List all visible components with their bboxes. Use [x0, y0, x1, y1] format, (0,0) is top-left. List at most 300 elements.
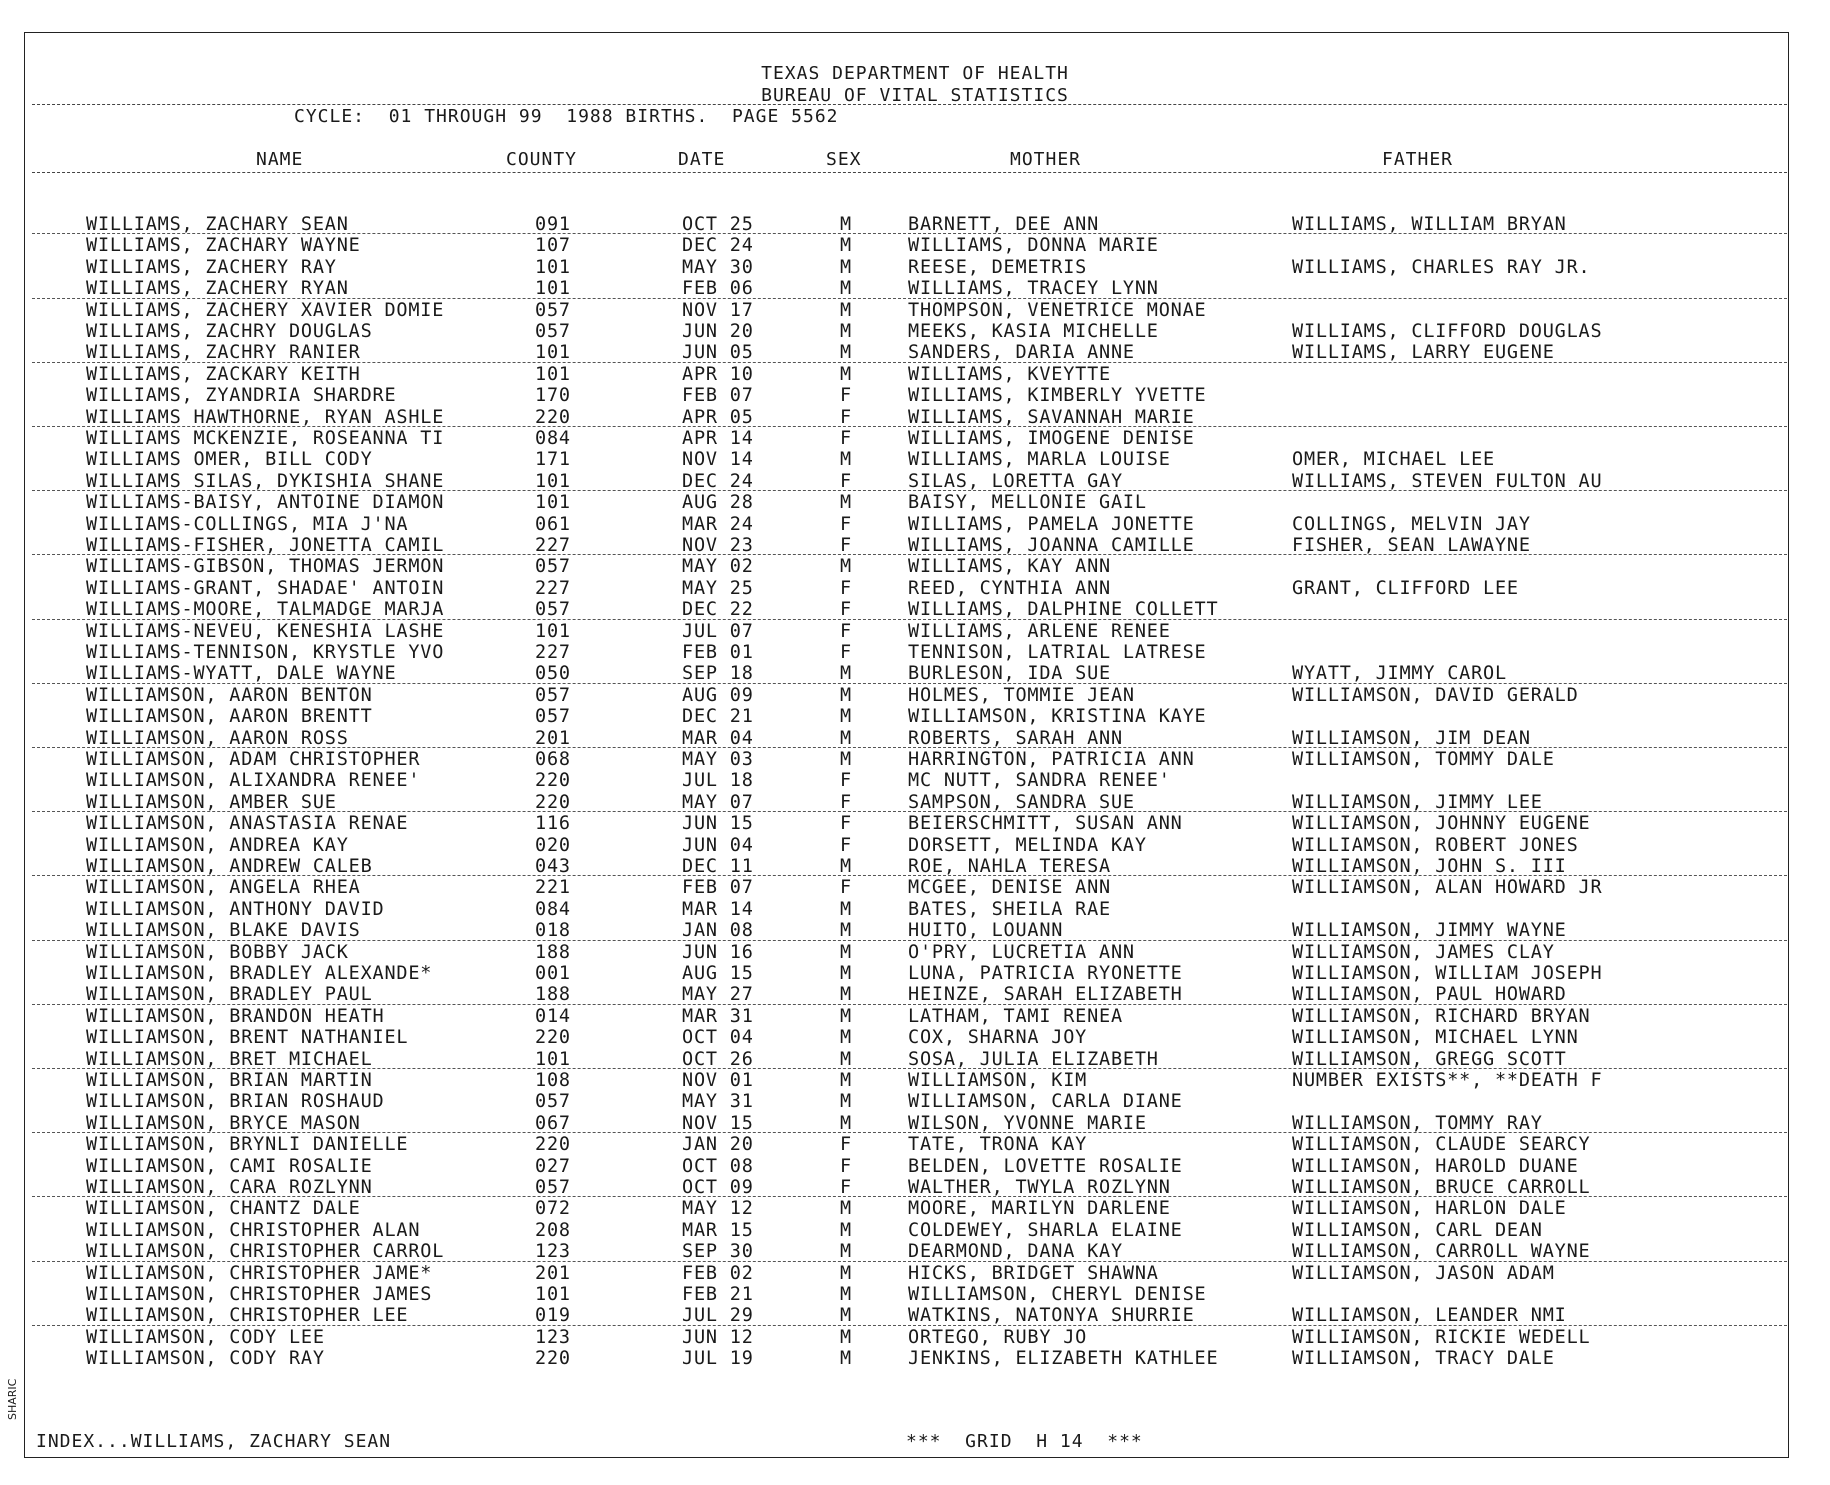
record-county: 057	[535, 299, 571, 321]
record-mother: DEARMOND, DANA KAY	[908, 1241, 1123, 1263]
record-mother: WILLIAMS, PAMELA JONETTE	[908, 513, 1195, 535]
record-row	[0, 257, 1830, 278]
record-name: WILLIAMSON, BRET MICHAEL	[86, 1048, 373, 1070]
record-date: FEB 01	[682, 642, 754, 663]
record-father: WILLIAMSON, GREGG SCOTT	[1292, 1048, 1567, 1070]
record-name: WILLIAMSON, ANGELA RHEA	[86, 877, 361, 899]
record-county: 227	[535, 535, 571, 556]
record-sex: M	[840, 1198, 852, 1220]
record-row	[0, 385, 1830, 406]
record-mother: WATKINS, NATONYA SHURRIE	[908, 1305, 1195, 1327]
record-date: SEP 18	[682, 663, 754, 685]
record-mother: WILLIAMS, MARLA LOUISE	[908, 449, 1171, 471]
record-father: WILLIAMSON, TOMMY DALE	[1292, 749, 1555, 770]
row-rule	[32, 490, 1787, 491]
department-title: TEXAS DEPARTMENT OF HEALTH	[761, 63, 1069, 84]
record-county: 057	[535, 599, 571, 621]
column-sex: SEX	[826, 149, 862, 170]
record-sex: M	[840, 856, 852, 877]
record-sex: M	[840, 984, 852, 1006]
record-father: COLLINGS, MELVIN JAY	[1292, 513, 1531, 535]
record-sex: M	[840, 1070, 852, 1091]
record-county: 020	[535, 834, 571, 856]
record-row	[0, 835, 1830, 856]
record-name: WILLIAMSON, ANTHONY DAVID	[86, 898, 385, 920]
record-sex: M	[840, 492, 852, 514]
record-sex: M	[840, 1005, 852, 1027]
record-name: WILLIAMS-TENNISON, KRYSTLE YVO	[86, 642, 445, 663]
record-county: 101	[535, 492, 571, 514]
record-row	[0, 984, 1830, 1005]
record-date: AUG 15	[682, 963, 754, 984]
record-father: WILLIAMSON, ALAN HOWARD JR	[1292, 877, 1603, 899]
record-sex: F	[840, 535, 852, 556]
record-father: WILLIAMSON, TOMMY RAY	[1292, 1112, 1543, 1134]
record-name: WILLIAMS-COLLINGS, MIA J'NA	[86, 513, 409, 535]
record-county: 201	[535, 727, 571, 749]
record-sex: M	[840, 963, 852, 984]
record-mother: HUITO, LOUANN	[908, 920, 1064, 942]
record-mother: BARNETT, DEE ANN	[908, 214, 1100, 235]
record-sex: M	[840, 556, 852, 578]
record-row	[0, 1241, 1830, 1262]
record-mother: WILLIAMS, KAY ANN	[908, 556, 1111, 578]
record-county: 220	[535, 1134, 571, 1156]
record-county: 057	[535, 1177, 571, 1198]
record-date: FEB 02	[682, 1262, 754, 1284]
record-date: JAN 08	[682, 920, 754, 942]
record-father: GRANT, CLIFFORD LEE	[1292, 577, 1519, 599]
record-row	[0, 407, 1830, 428]
record-father: OMER, MICHAEL LEE	[1292, 449, 1495, 471]
record-county: 101	[535, 256, 571, 278]
record-father: WILLIAMSON, JASON ADAM	[1292, 1262, 1555, 1284]
record-father: WILLIAMSON, CARROLL WAYNE	[1292, 1241, 1591, 1263]
record-mother: SANDERS, DARIA ANNE	[908, 342, 1135, 364]
record-row	[0, 621, 1830, 642]
record-sex: M	[840, 920, 852, 942]
record-date: NOV 23	[682, 535, 754, 556]
record-father: WILLIAMS, LARRY EUGENE	[1292, 342, 1555, 364]
record-sex: F	[840, 428, 852, 449]
column-date: DATE	[678, 149, 726, 170]
record-row	[0, 1049, 1830, 1070]
record-row	[0, 1220, 1830, 1241]
record-row	[0, 1284, 1830, 1305]
record-sex: M	[840, 1091, 852, 1113]
record-sex: M	[840, 299, 852, 321]
record-county: 220	[535, 791, 571, 813]
record-name: WILLIAMS, ZACHERY XAVIER DOMIE	[86, 299, 445, 321]
record-father: WILLIAMSON, WILLIAM JOSEPH	[1292, 963, 1603, 984]
row-rule	[32, 875, 1787, 876]
record-date: JUL 29	[682, 1305, 754, 1327]
record-county: 072	[535, 1198, 571, 1220]
record-row	[0, 514, 1830, 535]
record-row	[0, 214, 1830, 235]
record-sex: M	[840, 1262, 852, 1284]
row-rule	[32, 1261, 1787, 1262]
record-date: OCT 25	[682, 214, 754, 235]
record-name: WILLIAMSON, BRENT NATHANIEL	[86, 1027, 409, 1049]
record-sex: M	[840, 1027, 852, 1049]
record-mother: WILLIAMS, IMOGENE DENISE	[908, 428, 1195, 449]
record-row	[0, 663, 1830, 684]
record-date: MAY 07	[682, 791, 754, 813]
record-mother: LATHAM, TAMI RENEA	[908, 1005, 1123, 1027]
record-name: WILLIAMSON, BRIAN MARTIN	[86, 1070, 373, 1091]
record-county: 170	[535, 385, 571, 407]
record-sex: M	[840, 684, 852, 706]
record-mother: DORSETT, MELINDA KAY	[908, 834, 1147, 856]
record-date: DEC 24	[682, 470, 754, 492]
record-row	[0, 1305, 1830, 1326]
record-row	[0, 1006, 1830, 1027]
record-county: 050	[535, 663, 571, 685]
row-rule	[32, 1004, 1787, 1005]
record-father: WILLIAMSON, HARLON DALE	[1292, 1198, 1567, 1220]
record-name: WILLIAMS, ZACHRY RANIER	[86, 342, 361, 364]
record-mother: WILLIAMSON, CARLA DIANE	[908, 1091, 1183, 1113]
record-sex: M	[840, 706, 852, 728]
record-county: 108	[535, 1070, 571, 1091]
record-mother: REESE, DEMETRIS	[908, 256, 1088, 278]
record-name: WILLIAMSON, ADAM CHRISTOPHER	[86, 749, 421, 770]
record-county: 101	[535, 363, 571, 385]
record-sex: F	[840, 834, 852, 856]
record-row	[0, 492, 1830, 513]
record-date: JAN 20	[682, 1134, 754, 1156]
record-father: WILLIAMS, CHARLES RAY JR.	[1292, 256, 1591, 278]
column-name: NAME	[256, 149, 304, 170]
record-father: WILLIAMSON, JIMMY LEE	[1292, 791, 1543, 813]
row-rule	[32, 362, 1787, 363]
record-name: WILLIAMS, ZYANDRIA SHARDRE	[86, 385, 397, 407]
record-mother: TATE, TRONA KAY	[908, 1134, 1088, 1156]
record-row	[0, 792, 1830, 813]
record-county: 084	[535, 898, 571, 920]
record-mother: WILLIAMSON, KIM	[908, 1070, 1088, 1091]
record-date: JUL 07	[682, 620, 754, 642]
record-name: WILLIAMS MCKENZIE, ROSEANNA TI	[86, 428, 445, 449]
record-name: WILLIAMS, ZACHARY WAYNE	[86, 235, 361, 257]
record-county: 220	[535, 1027, 571, 1049]
record-sex: M	[840, 898, 852, 920]
record-mother: REED, CYNTHIA ANN	[908, 577, 1111, 599]
record-name: WILLIAMS, ZACKARY KEITH	[86, 363, 361, 385]
row-rule	[32, 298, 1787, 299]
record-father: WILLIAMSON, PAUL HOWARD	[1292, 984, 1567, 1006]
record-row	[0, 920, 1830, 941]
record-father: WILLIAMSON, JIMMY WAYNE	[1292, 920, 1567, 942]
record-date: NOV 14	[682, 449, 754, 471]
record-date: JUN 16	[682, 941, 754, 963]
record-mother: WALTHER, TWYLA ROZLYNN	[908, 1177, 1171, 1198]
record-row	[0, 877, 1830, 898]
record-father: WILLIAMSON, MICHAEL LYNN	[1292, 1027, 1579, 1049]
record-row	[0, 278, 1830, 299]
record-county: 057	[535, 321, 571, 342]
record-mother: SAMPSON, SANDRA SUE	[908, 791, 1135, 813]
column-rule	[32, 172, 1787, 173]
record-sex: M	[840, 663, 852, 685]
record-date: MAY 30	[682, 256, 754, 278]
record-sex: F	[840, 877, 852, 899]
record-mother: WILLIAMSON, CHERYL DENISE	[908, 1284, 1207, 1305]
record-father: WYATT, JIMMY CAROL	[1292, 663, 1507, 685]
record-name: WILLIAMS, ZACHERY RYAN	[86, 278, 349, 300]
record-name: WILLIAMSON, BRADLEY PAUL	[86, 984, 373, 1006]
record-father: FISHER, SEAN LAWAYNE	[1292, 535, 1531, 556]
record-row	[0, 813, 1830, 834]
record-name: WILLIAMSON, CHRISTOPHER ALAN	[86, 1219, 421, 1241]
record-mother: BELDEN, LOVETTE ROSALIE	[908, 1155, 1183, 1177]
record-date: FEB 07	[682, 385, 754, 407]
column-father: FATHER	[1382, 149, 1454, 170]
record-row	[0, 321, 1830, 342]
record-mother: BURLESON, IDA SUE	[908, 663, 1111, 685]
record-county: 101	[535, 1284, 571, 1305]
record-father: WILLIAMS, WILLIAM BRYAN	[1292, 214, 1567, 235]
record-mother: BATES, SHEILA RAE	[908, 898, 1111, 920]
bureau-title: BUREAU OF VITAL STATISTICS	[761, 85, 1069, 106]
record-sex: F	[840, 406, 852, 428]
record-date: NOV 01	[682, 1070, 754, 1091]
record-date: SEP 30	[682, 1241, 754, 1263]
record-name: WILLIAMSON, AMBER SUE	[86, 791, 337, 813]
record-row	[0, 1113, 1830, 1134]
record-father: WILLIAMSON, TRACY DALE	[1292, 1348, 1555, 1370]
record-name: WILLIAMSON, CODY RAY	[86, 1348, 325, 1370]
record-sex: M	[840, 749, 852, 770]
record-mother: ROE, NAHLA TERESA	[908, 856, 1111, 877]
record-county: 057	[535, 684, 571, 706]
record-sex: M	[840, 941, 852, 963]
record-mother: LUNA, PATRICIA RYONETTE	[908, 963, 1183, 984]
record-sex: M	[840, 1241, 852, 1263]
record-county: 107	[535, 235, 571, 257]
record-name: WILLIAMS-FISHER, JONETTA CAMIL	[86, 535, 445, 556]
record-date: FEB 21	[682, 1284, 754, 1305]
record-name: WILLIAMS, ZACHARY SEAN	[86, 214, 349, 235]
record-county: 019	[535, 1305, 571, 1327]
record-father: WILLIAMSON, RICHARD BRYAN	[1292, 1005, 1591, 1027]
record-sex: F	[840, 1177, 852, 1198]
record-date: MAY 25	[682, 577, 754, 599]
record-name: WILLIAMSON, BLAKE DAVIS	[86, 920, 361, 942]
record-sex: F	[840, 577, 852, 599]
record-sex: M	[840, 321, 852, 342]
record-name: WILLIAMS SILAS, DYKISHIA SHANE	[86, 470, 445, 492]
record-name: WILLIAMSON, CARA ROZLYNN	[86, 1177, 373, 1198]
record-sex: F	[840, 770, 852, 792]
record-mother: WILSON, YVONNE MARIE	[908, 1112, 1147, 1134]
record-date: JUN 04	[682, 834, 754, 856]
record-sex: M	[840, 1219, 852, 1241]
record-row	[0, 1070, 1830, 1091]
record-mother: WILLIAMSON, KRISTINA KAYE	[908, 706, 1207, 728]
record-mother: WILLIAMS, DONNA MARIE	[908, 235, 1159, 257]
record-county: 220	[535, 1348, 571, 1370]
record-date: MAR 24	[682, 513, 754, 535]
record-county: 227	[535, 642, 571, 663]
record-row	[0, 1198, 1830, 1219]
record-mother: HARRINGTON, PATRICIA ANN	[908, 749, 1195, 770]
record-sex: F	[840, 642, 852, 663]
record-row	[0, 1134, 1830, 1155]
record-row	[0, 556, 1830, 577]
record-date: MAY 12	[682, 1198, 754, 1220]
row-rule	[32, 1325, 1787, 1326]
record-date: NOV 17	[682, 299, 754, 321]
record-county: 027	[535, 1155, 571, 1177]
record-mother: ORTEGO, RUBY JO	[908, 1326, 1088, 1348]
record-sex: F	[840, 791, 852, 813]
record-row	[0, 942, 1830, 963]
record-father: WILLIAMS, CLIFFORD DOUGLAS	[1292, 321, 1603, 342]
record-county: 014	[535, 1005, 571, 1027]
record-mother: SOSA, JULIA ELIZABETH	[908, 1048, 1159, 1070]
record-county: 061	[535, 513, 571, 535]
record-sex: M	[840, 727, 852, 749]
record-name: WILLIAMSON, BRADLEY ALEXANDE*	[86, 963, 433, 984]
record-father: WILLIAMSON, DAVID GERALD	[1292, 684, 1579, 706]
record-county: 221	[535, 877, 571, 899]
record-name: WILLIAMS-GIBSON, THOMAS JERMON	[86, 556, 445, 578]
record-county: 101	[535, 342, 571, 364]
record-date: JUL 18	[682, 770, 754, 792]
record-mother: WILLIAMS, KIMBERLY YVETTE	[908, 385, 1207, 407]
record-mother: WILLIAMS, TRACEY LYNN	[908, 278, 1159, 300]
record-county: 067	[535, 1112, 571, 1134]
record-father: WILLIAMSON, BRUCE CARROLL	[1292, 1177, 1591, 1198]
record-county: 171	[535, 449, 571, 471]
record-name: WILLIAMS-NEVEU, KENESHIA LASHE	[86, 620, 445, 642]
record-date: MAR 04	[682, 727, 754, 749]
record-date: OCT 26	[682, 1048, 754, 1070]
record-name: WILLIAMSON, AARON BENTON	[86, 684, 373, 706]
record-date: MAR 31	[682, 1005, 754, 1027]
record-father: WILLIAMSON, JIM DEAN	[1292, 727, 1531, 749]
record-mother: HICKS, BRIDGET SHAWNA	[908, 1262, 1159, 1284]
record-father: WILLIAMSON, RICKIE WEDELL	[1292, 1326, 1591, 1348]
record-sex: F	[840, 620, 852, 642]
record-sex: M	[840, 1348, 852, 1370]
record-county: 123	[535, 1241, 571, 1263]
record-mother: WILLIAMS, ARLENE RENEE	[908, 620, 1171, 642]
record-sex: F	[840, 1134, 852, 1156]
record-mother: MC NUTT, SANDRA RENEE'	[908, 770, 1171, 792]
record-sex: M	[840, 1048, 852, 1070]
record-row	[0, 706, 1830, 727]
column-county: COUNTY	[506, 149, 578, 170]
record-name: WILLIAMS-WYATT, DALE WAYNE	[86, 663, 397, 685]
row-rule	[32, 811, 1787, 812]
record-sex: M	[840, 214, 852, 235]
record-date: JUN 15	[682, 813, 754, 835]
record-father: WILLIAMSON, HAROLD DUANE	[1292, 1155, 1579, 1177]
record-name: WILLIAMS, ZACHERY RAY	[86, 256, 337, 278]
record-date: JUN 05	[682, 342, 754, 364]
record-date: DEC 21	[682, 706, 754, 728]
record-county: 188	[535, 984, 571, 1006]
record-sex: M	[840, 1326, 852, 1348]
record-mother: BEIERSCHMITT, SUSAN ANN	[908, 813, 1183, 835]
record-mother: COX, SHARNA JOY	[908, 1027, 1088, 1049]
record-mother: COLDEWEY, SHARLA ELAINE	[908, 1219, 1183, 1241]
record-sex: M	[840, 363, 852, 385]
record-mother: HOLMES, TOMMIE JEAN	[908, 684, 1135, 706]
record-row	[0, 685, 1830, 706]
record-date: FEB 07	[682, 877, 754, 899]
cycle-line: CYCLE: 01 THROUGH 99 1988 BIRTHS. PAGE 5562	[294, 106, 839, 127]
row-rule	[32, 554, 1787, 555]
record-sex: F	[840, 470, 852, 492]
record-county: 057	[535, 706, 571, 728]
record-name: WILLIAMSON, CHANTZ DALE	[86, 1198, 361, 1220]
record-row	[0, 1348, 1830, 1369]
record-mother: THOMPSON, VENETRICE MONAE	[908, 299, 1207, 321]
record-county: 101	[535, 470, 571, 492]
record-name: WILLIAMSON, CAMI ROSALIE	[86, 1155, 373, 1177]
record-date: JUN 20	[682, 321, 754, 342]
record-sex: M	[840, 1305, 852, 1327]
record-date: OCT 04	[682, 1027, 754, 1049]
record-date: JUN 12	[682, 1326, 754, 1348]
record-county: 057	[535, 556, 571, 578]
record-date: MAR 14	[682, 898, 754, 920]
record-name: WILLIAMS, ZACHRY DOUGLAS	[86, 321, 373, 342]
record-county: 084	[535, 428, 571, 449]
record-date: AUG 09	[682, 684, 754, 706]
record-row	[0, 535, 1830, 556]
record-date: APR 14	[682, 428, 754, 449]
record-mother: WILLIAMS, KVEYTTE	[908, 363, 1111, 385]
record-father: WILLIAMSON, CARL DEAN	[1292, 1219, 1543, 1241]
record-sex: M	[840, 1112, 852, 1134]
record-date: DEC 24	[682, 235, 754, 257]
record-mother: JENKINS, ELIZABETH KATHLEE	[908, 1348, 1219, 1370]
record-row	[0, 428, 1830, 449]
record-row	[0, 1177, 1830, 1198]
record-name: WILLIAMS HAWTHORNE, RYAN ASHLE	[86, 406, 445, 428]
record-sex: M	[840, 278, 852, 300]
record-name: WILLIAMS OMER, BILL CODY	[86, 449, 373, 471]
row-rule	[32, 747, 1787, 748]
record-name: WILLIAMSON, CHRISTOPHER CARROL	[86, 1241, 445, 1263]
record-name: WILLIAMSON, ANDREW CALEB	[86, 856, 373, 877]
record-name: WILLIAMSON, ALIXANDRA RENEE'	[86, 770, 421, 792]
record-mother: O'PRY, LUCRETIA ANN	[908, 941, 1135, 963]
record-date: NOV 15	[682, 1112, 754, 1134]
record-row	[0, 578, 1830, 599]
record-name: WILLIAMSON, CODY LEE	[86, 1326, 325, 1348]
record-father: NUMBER EXISTS**, **DEATH F	[1292, 1070, 1603, 1091]
record-county: 220	[535, 406, 571, 428]
record-name: WILLIAMSON, BOBBY JACK	[86, 941, 349, 963]
row-rule	[32, 1132, 1787, 1133]
record-name: WILLIAMSON, CHRISTOPHER JAMES	[86, 1284, 433, 1305]
record-county: 220	[535, 770, 571, 792]
record-row	[0, 342, 1830, 363]
record-county: 001	[535, 963, 571, 984]
record-county: 208	[535, 1219, 571, 1241]
record-mother: HEINZE, SARAH ELIZABETH	[908, 984, 1183, 1006]
record-mother: WILLIAMS, SAVANNAH MARIE	[908, 406, 1195, 428]
record-county: 101	[535, 278, 571, 300]
side-label: SHARIC	[6, 1378, 19, 1420]
record-sex: F	[840, 513, 852, 535]
